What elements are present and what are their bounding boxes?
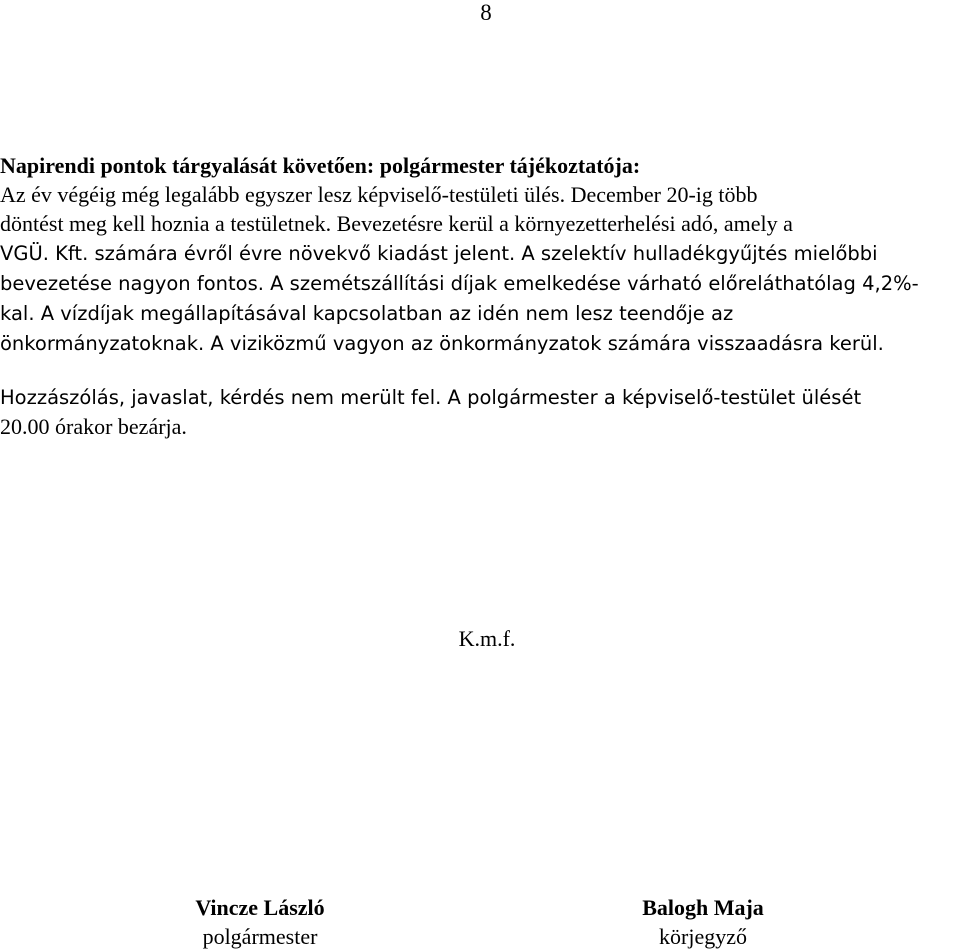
paragraph-line: VGÜ. Kft. számára évről évre növekvő kiadást jelent. A szelektív hulladékgyűjtés mielőbbi <box>0 242 878 265</box>
signature-mayor <box>160 893 360 951</box>
paragraph-line: Az év végéig még legalább egyszer lesz képviselő-testületi ülés. December 20-ig több <box>0 182 758 207</box>
signatory-role: polgármester <box>202 924 318 949</box>
document-body <box>0 151 960 442</box>
page-number: 8 <box>480 0 492 25</box>
agenda-paragraph <box>0 180 960 358</box>
kmf-label: K.m.f. <box>458 626 516 651</box>
signature-notary <box>603 893 803 951</box>
closing-line: 20.00 órakor bezárja. <box>0 414 187 439</box>
paragraph-line: kal. A vízdíjak megállapításával kapcsolatban az idén nem lesz teendője az <box>0 302 734 325</box>
closing-paragraph <box>0 383 960 442</box>
paragraph-line: döntést meg kell hoznia a testületnek. Bevezetésre kerül a környezetterhelési adó, amely a <box>0 211 793 236</box>
signatory-name: Vincze László <box>195 895 325 920</box>
agenda-heading: Napirendi pontok tárgyalását követően: polgármester tájékoztatója: <box>0 153 641 178</box>
signatory-name: Balogh Maja <box>642 895 764 920</box>
signatory-role: körjegyző <box>659 924 747 949</box>
closing-line: Hozzászólás, javaslat, kérdés nem merült fel. A polgármester a képviselő-testület ülését <box>0 386 862 409</box>
paragraph-line: önkormányzatoknak. A viziközmű vagyon az önkormányzatok számára visszaadásra kerül. <box>0 332 884 355</box>
paragraph-line: bevezetése nagyon fontos. A szemétszállítási díjak emelkedése várható előreláthatólag 4,2%- <box>0 272 919 295</box>
